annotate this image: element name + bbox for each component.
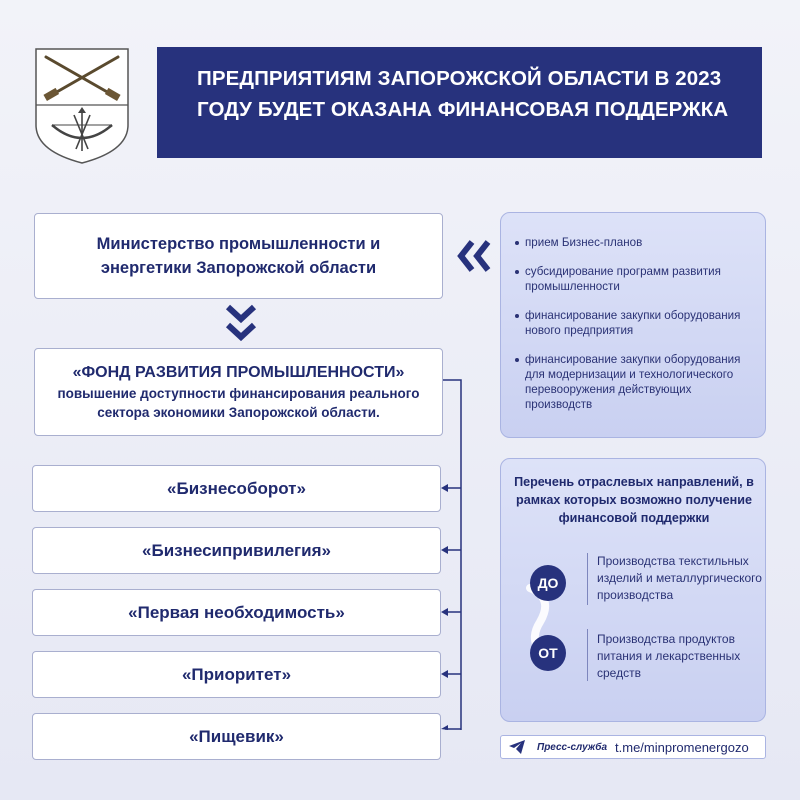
double-chevron-left-icon [456,238,492,274]
fund-title: «ФОНД РАЗВИТИЯ ПРОМЫШЛЕННОСТИ» [72,364,405,381]
program-box [32,651,441,698]
program-label: «Приоритет» [181,664,292,684]
program-box [32,465,441,512]
press-service-footer [500,735,766,759]
program-label: «Бизнесоборот» [167,478,306,498]
ministry-box [34,213,443,299]
divider [587,553,588,605]
header-banner [157,47,762,158]
list-item: финансирование закупки оборудования для модернизации и технологического перевооружения действующих производств [515,352,749,412]
coat-of-arms-emblem [34,47,130,165]
program-box [32,589,441,636]
categories-panel [500,458,766,722]
program-box [32,527,441,574]
program-label: «Первая необходимость» [128,602,345,622]
marker-to: ОТ [530,635,566,671]
category-to-text: Производства продуктов питания и лекарственных средств [597,632,741,680]
services-panel [500,212,766,438]
fund-box [34,348,443,436]
telegram-link[interactable]: t.me/minpromenergozo [615,739,749,755]
divider [587,629,588,681]
page-title: ПРЕДПРИЯТИЯМ ЗАПОРОЖСКОЙ ОБЛАСТИ В 2023 ГОДУ БУДЕТ ОКАЗАНА ФИНАНСОВАЯ ПОДДЕРЖКА [197,67,729,121]
services-list [515,235,749,412]
program-box [32,713,441,760]
list-item: субсидирование программ развития промышленности [515,264,749,294]
connector-bracket [441,378,465,730]
categories-title: Перечень отраслевых направлений, в рамках которых возможно получение финансовой поддержки [514,475,754,525]
ministry-label: Министерство промышленности и энергетики Запорожской области [96,235,381,277]
program-label: «Пищевик» [189,726,284,746]
press-service-label: Пресс-служба [537,741,608,753]
category-from-text: Производства текстильных изделий и металлургического производства [597,554,762,602]
marker-from: ДО [530,565,566,601]
list-item: прием Бизнес-планов [515,235,749,250]
program-label: «Бизнесипривилегия» [142,540,331,560]
double-chevron-down-icon [225,304,257,342]
telegram-icon [509,740,525,754]
fund-subtitle: повышение доступности финансирования реального сектора экономики Запорожской области. [57,386,420,420]
list-item: финансирование закупки оборудования нового предприятия [515,308,749,338]
